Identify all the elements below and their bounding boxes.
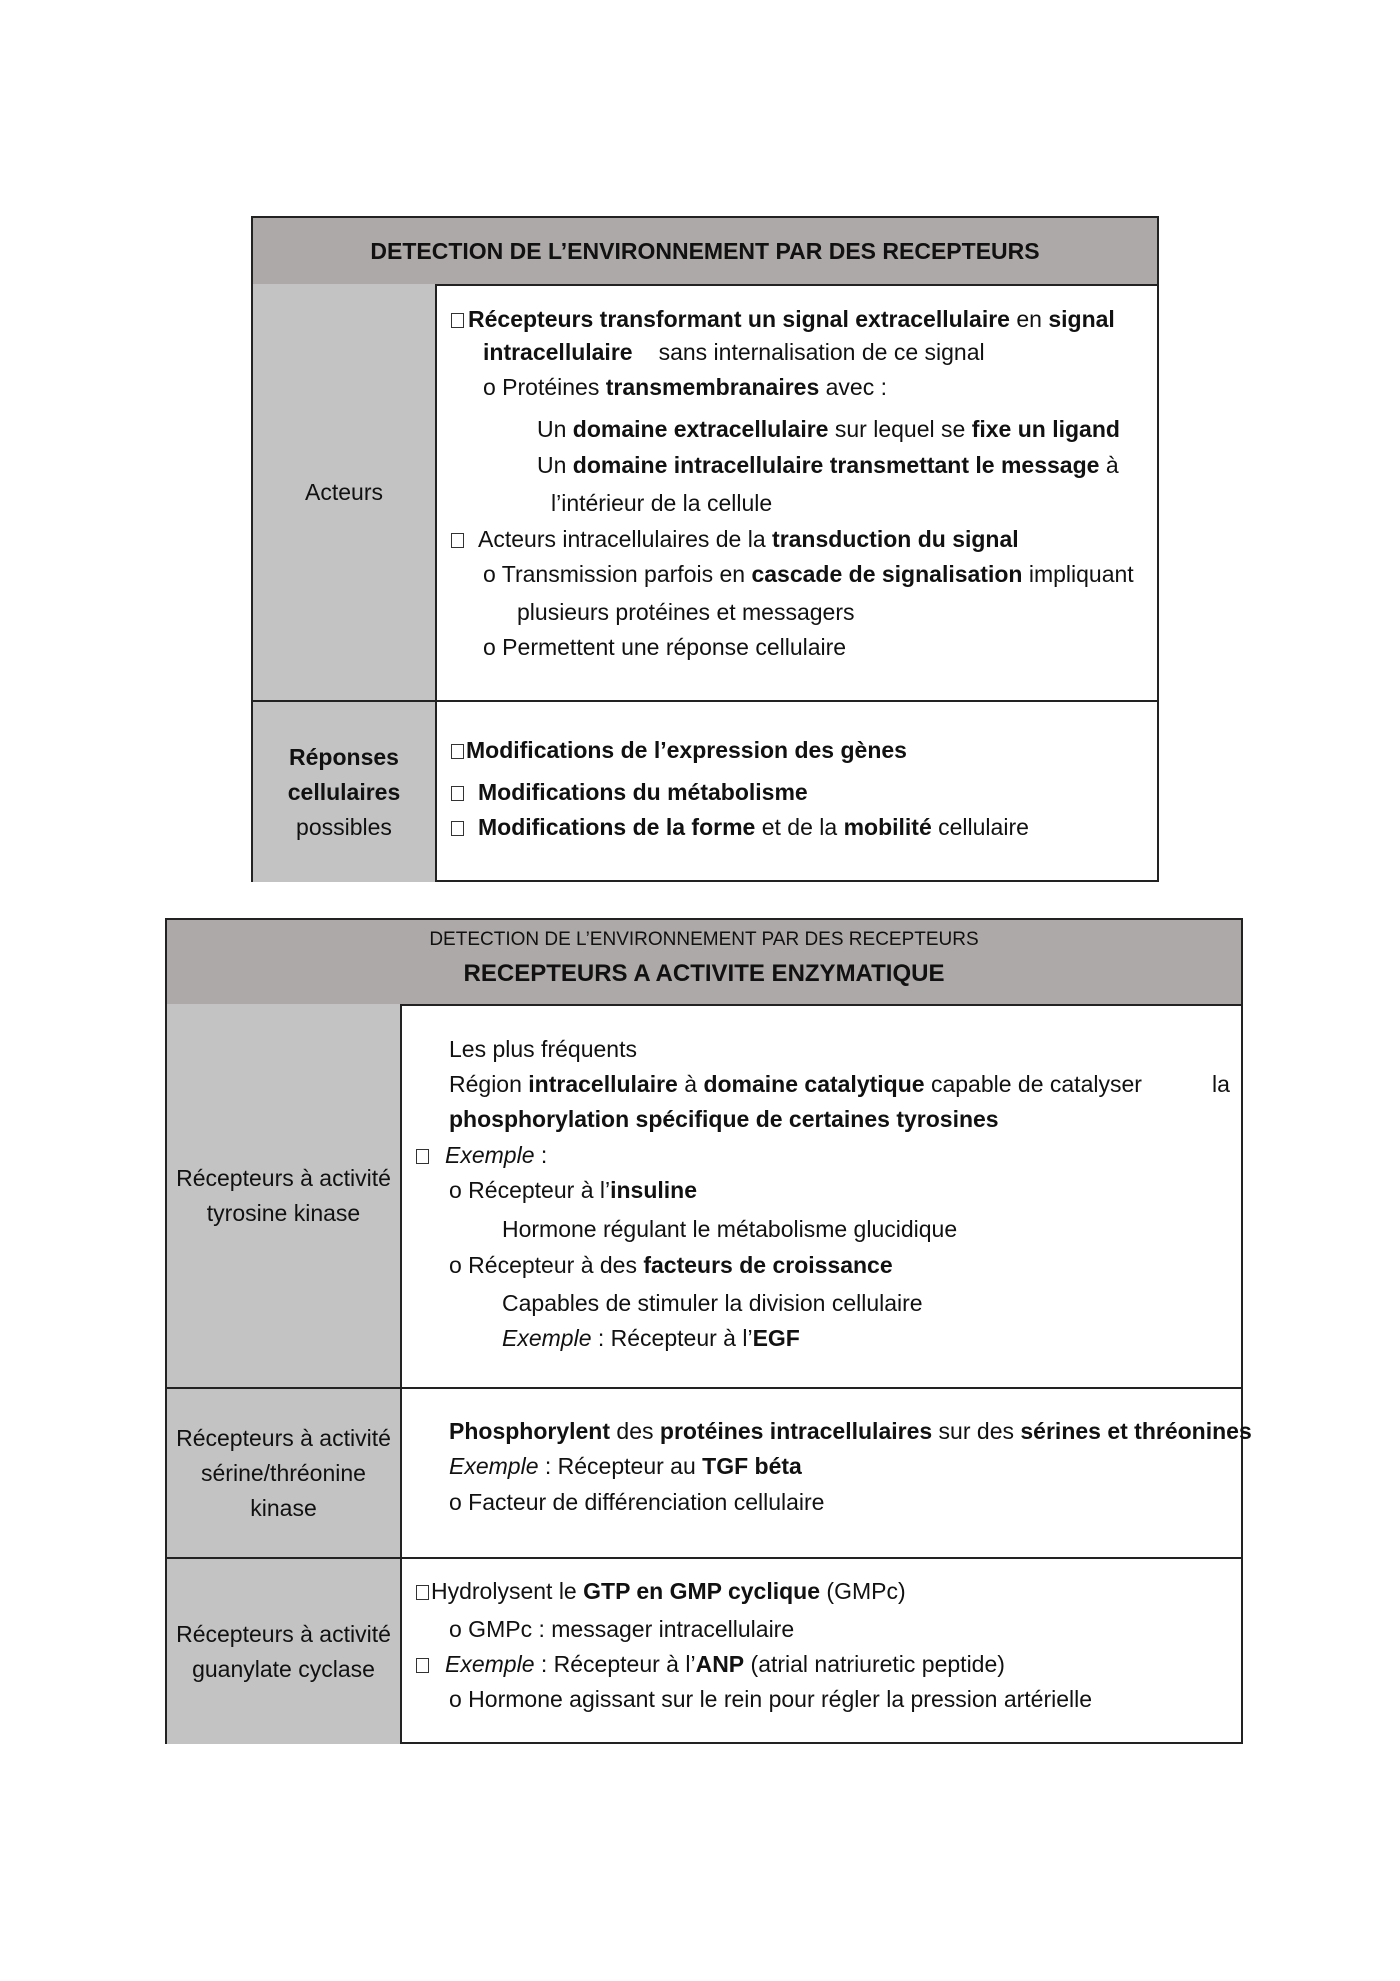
- row-reponses: [253, 702, 1157, 882]
- label-text: kinase: [250, 1494, 317, 1521]
- line: Modifications de la forme et de la mobilité cellulaire: [451, 812, 1029, 842]
- line: Un domaine extracellulaire sur lequel se fixe un ligand: [537, 416, 1120, 442]
- line: Modifications du métabolisme: [451, 777, 808, 807]
- row-label-guanylate: [167, 1559, 402, 1744]
- label-text: guanylate cyclase: [192, 1655, 375, 1682]
- label-text: tyrosine kinase: [206, 1199, 361, 1226]
- label-text: sérine/thréonine: [201, 1459, 366, 1486]
- line: Exemple :: [416, 1140, 547, 1170]
- row-acteurs: [253, 284, 1157, 702]
- checkbox-square-icon: [416, 1658, 429, 1673]
- line: Phosphorylent des protéines intracellulaires sur des sérines et thréonines: [449, 1418, 1252, 1444]
- line: o Permettent une réponse cellulaire: [483, 634, 847, 660]
- line: o Récepteur à des facteurs de croissance: [449, 1252, 893, 1278]
- label-text: cellulaires: [287, 778, 401, 805]
- line: plusieurs protéines et messagers: [517, 599, 855, 625]
- line: Hormone régulant le métabolisme glucidique: [502, 1216, 958, 1242]
- header-title: RECEPTEURS A ACTIVITE ENZYMATIQUE: [463, 960, 945, 987]
- checkbox-square-icon: [416, 1149, 429, 1164]
- label-text: Récepteurs à activité: [176, 1424, 391, 1451]
- line: o Hormone agissant sur le rein pour régler la pression artérielle: [449, 1686, 1093, 1712]
- line: o Récepteur à l’insuline: [449, 1177, 697, 1203]
- line: la: [1212, 1071, 1230, 1097]
- row-content-serine: [402, 1389, 1252, 1557]
- line: Récepteurs transformant un signal extracellulaire en signal: [451, 304, 1115, 334]
- line: Exemple : Récepteur au TGF béta: [449, 1453, 802, 1479]
- checkbox-square-icon: [451, 533, 464, 548]
- line: Exemple : Récepteur à l’ANP (atrial natriuretic peptide): [416, 1649, 1005, 1679]
- table-header: DETECTION DE L’ENVIRONNEMENT PAR DES RECEPTEURS: [253, 218, 1157, 286]
- line: Exemple : Récepteur à l’EGF: [502, 1325, 800, 1351]
- line: Hydrolysent le GTP en GMP cyclique (GMPc): [416, 1576, 906, 1606]
- label-text: Récepteurs à activité: [176, 1164, 391, 1191]
- line: Modifications de l’expression des gènes: [451, 735, 907, 765]
- row-label-acteurs: [253, 284, 437, 700]
- line: Capables de stimuler la division cellulaire: [502, 1290, 923, 1316]
- label-text: Récepteurs à activité: [176, 1620, 391, 1647]
- line: phosphorylation spécifique de certaines tyrosines: [449, 1106, 999, 1132]
- line: o GMPc : messager intracellulaire: [449, 1616, 795, 1642]
- row-label-reponses: [253, 702, 437, 882]
- line: Un domaine intracellulaire transmettant le message à: [537, 452, 1119, 478]
- line: Acteurs intracellulaires de la transduction du signal: [451, 524, 1019, 554]
- line: l’intérieur de la cellule: [551, 490, 773, 516]
- row-tyrosine-kinase: [167, 1004, 1241, 1389]
- row-content-acteurs: [437, 284, 1157, 700]
- line: Les plus fréquents: [449, 1036, 637, 1062]
- checkbox-square-icon: [451, 821, 464, 836]
- label-text: possibles: [296, 813, 392, 840]
- line: o Protéines transmembranaires avec :: [483, 374, 888, 400]
- table-header: [167, 920, 1241, 1006]
- row-guanylate-cyclase: [167, 1559, 1241, 1744]
- checkbox-square-icon: [416, 1585, 429, 1600]
- row-serine-threonine-kinase: [167, 1389, 1252, 1559]
- line: intracellulaire sans internalisation de ce signal: [483, 339, 985, 365]
- header-subtitle: DETECTION DE L’ENVIRONNEMENT PAR DES RECEPTEURS: [429, 929, 979, 950]
- line: o Facteur de différenciation cellulaire: [449, 1489, 825, 1515]
- checkbox-square-icon: [451, 744, 464, 759]
- checkbox-square-icon: [451, 313, 464, 328]
- label-text: Réponses: [289, 743, 399, 770]
- line: Région intracellulaire à domaine catalytique capable de catalyser: [449, 1071, 1142, 1097]
- row-content-tyrosine: [402, 1004, 1241, 1387]
- checkbox-square-icon: [451, 786, 464, 801]
- table-receptors: [251, 216, 1159, 882]
- table-enzymatic-receptors: [165, 918, 1252, 1744]
- row-content-reponses: [437, 702, 1157, 882]
- row-label-serine: [167, 1389, 402, 1557]
- line: o Transmission parfois en cascade de signalisation impliquant: [483, 561, 1134, 587]
- row-content-guanylate: [402, 1559, 1241, 1744]
- label-text: Acteurs: [305, 478, 383, 505]
- row-label-tyrosine: [167, 1004, 402, 1387]
